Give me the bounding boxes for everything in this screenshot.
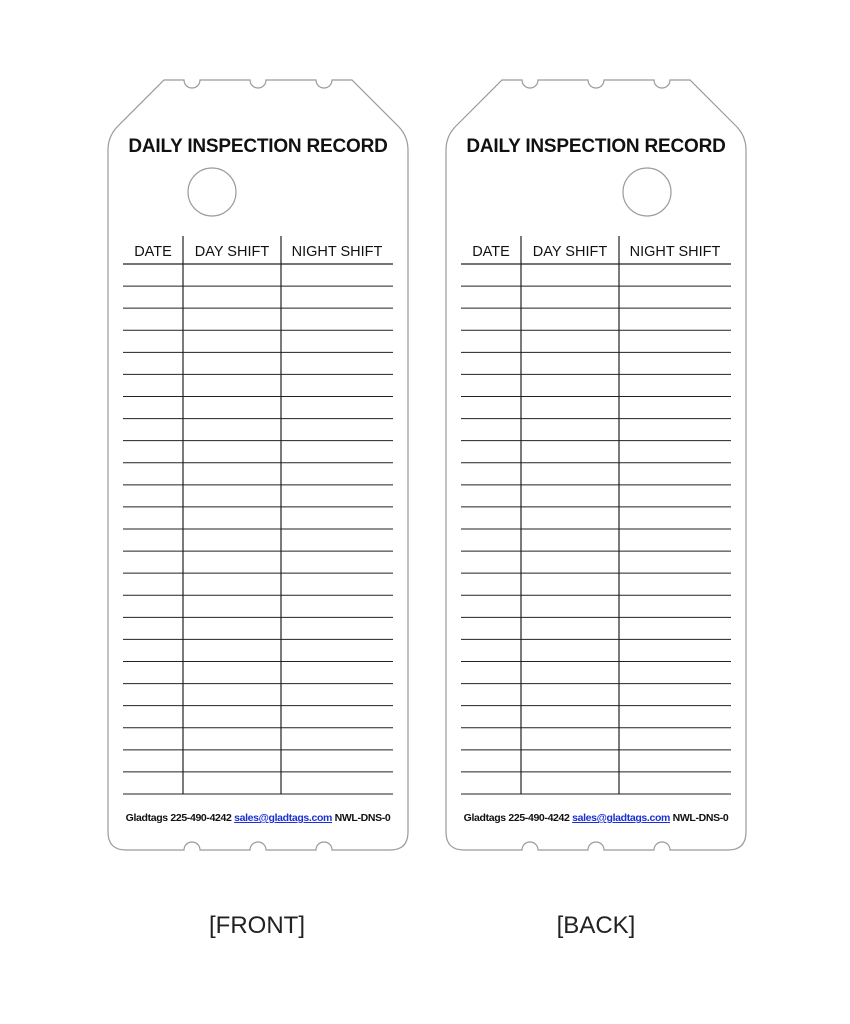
tag-title: DAILY INSPECTION RECORD (466, 136, 726, 157)
inspection-grid (123, 236, 393, 796)
tag-title: DAILY INSPECTION RECORD (128, 136, 388, 157)
punch-hole (623, 168, 671, 216)
back-label: [BACK] (556, 912, 636, 939)
footer-company-phone: Gladtags 225-490-4242 (463, 812, 570, 824)
footer-product-code: NWL-DNS-0 (672, 812, 729, 824)
column-header-night-shift: NIGHT SHIFT (629, 244, 721, 260)
front-label: [FRONT] (209, 912, 305, 939)
inspection-grid (461, 236, 731, 796)
tag-front (108, 70, 408, 860)
footer-company-phone: Gladtags 225-490-4242 (125, 812, 232, 824)
column-header-day-shift: DAY SHIFT (194, 244, 270, 260)
column-header-night-shift: NIGHT SHIFT (291, 244, 383, 260)
column-header-date: DATE (472, 244, 510, 260)
column-header-day-shift: DAY SHIFT (532, 244, 608, 260)
grid-lines (123, 236, 393, 796)
grid-lines (461, 236, 731, 796)
column-header-date: DATE (134, 244, 172, 260)
tag-footer (108, 812, 408, 824)
footer-email-link[interactable]: sales@gladtags.com (234, 812, 333, 824)
footer-product-code: NWL-DNS-0 (334, 812, 391, 824)
tag-back (446, 70, 746, 860)
punch-hole (188, 168, 236, 216)
tag-footer (446, 812, 746, 824)
footer-email-link[interactable]: sales@gladtags.com (572, 812, 671, 824)
